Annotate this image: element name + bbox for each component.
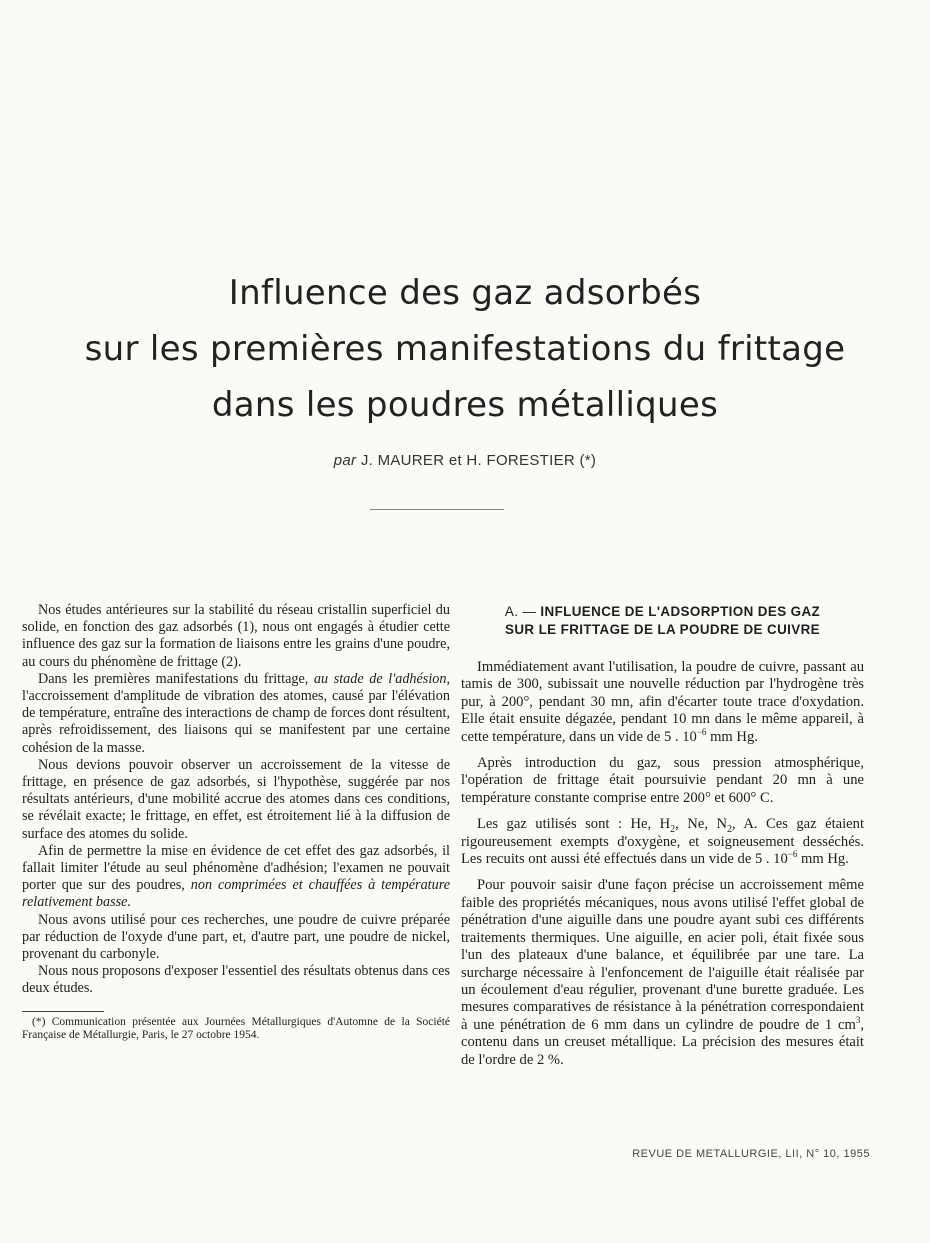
intro-paragraph-4 (22, 843, 450, 912)
footnote (22, 1016, 450, 1042)
footnote-text: (*) Communication présentée aux Journées Métallurgiques d'Automne de la Société Française de Métallurgie, Paris, le 27 octobre 1954. (22, 1015, 450, 1041)
author-names: J. MAURER et H. FORESTIER (*) (360, 452, 597, 469)
p1-exponent: −6 (696, 726, 707, 737)
footnote-rule (22, 1011, 104, 1012)
p1-text-b: mm Hg. (706, 728, 758, 745)
p3-subscript-n2: 2 (727, 824, 732, 836)
p3-subscript-h2: 2 (670, 824, 676, 836)
intro-paragraph-2 (22, 671, 450, 757)
running-footer: REVUE DE METALLURGIE, LII, N° 10, 1955 (632, 1148, 870, 1160)
section-heading (461, 603, 864, 639)
p4-text-a: Afin de permettre la mise en évidence de cet effet des gaz adsorbés, il fallait limiter l'étude au seul phénomène d'adhésion; l'examen ne pouvait porter que sur des poudres, (22, 842, 450, 894)
section-heading-text-1: INFLUENCE DE L'ADSORPTION DES GAZ (540, 604, 821, 619)
title-divider (370, 509, 504, 510)
p3-text-d: mm Hg. (797, 851, 849, 868)
p4r-text-a: Pour pouvoir saisir d'une façon précise un accroissement même faible des propriétés mécaniques, nous avons utilisé l'effet global de pénétration d'une aiguille dans une poudre ayant subi ces différents traitements thermiques. Une aiguille, en acier poli, était fixée sous l'un des plateaux d'une balance, et équilibrée par une tare. La surcharge nécessaire à l'enfoncement de l'aiguille était réalisée par un écoulement d'eau régulier, provenant d'une burette graduée. Les mesures comparatives de résistance à la pénétration correspondaient à une pénétration de 6 mm dans un cylindre de poudre de 1 cm (461, 877, 864, 1033)
p3-text-c: , A. Ces gaz étaient rigoureusement exempts d'oxygène, et soigneusement desséchés. Les recuits ont aussi été effectués dans un vide de 5 . 10 (461, 816, 864, 868)
author-line (0, 452, 930, 469)
section-paragraph-2: Après introduction du gaz, sous pression atmosphérique, l'opération de frittage était poursuivie pendant 20 mn à une température constante comprise entre 200° et 600° C. (461, 755, 864, 806)
section-heading-line-1 (461, 603, 864, 621)
p3-exponent: −6 (787, 849, 798, 860)
p4r-text-b: , contenu dans un creuset métallique. La précision des mesures était de l'ordre de 2 %. (461, 1016, 864, 1068)
p2-text-a: Dans les premières manifestations du frittage, (38, 670, 309, 687)
p2-text-b: l'accroissement d'amplitude de vibration des atomes, causé par l'élévation de température, entraîne des interactions de champ de forces dont résultent, après refroidissement, des liaisons qui se manifestent par une certaine cohésion de la masse. (22, 688, 450, 756)
right-column (461, 603, 864, 1078)
p3-text-b: , Ne, N (675, 816, 727, 833)
p1-text-a: Immédiatement avant l'utilisation, la poudre de cuivre, passant au tamis de 300, subissait une nouvelle réduction par l'hydrogène très pur, à 200°, pendant 30 mn, afin d'écarter toute trace d'oxydation. Elle était ensuite dégazée, pendant 10 mn dans le même appareil, à cette température, dans un vide de 5 . 10 (461, 659, 864, 745)
section-paragraph-4 (461, 877, 864, 1068)
title-line-2: sur les premières manifestations du frittage (84, 329, 846, 369)
left-column (22, 602, 450, 1042)
intro-paragraph-6: Nous nous proposons d'exposer l'essentiel des résultats obtenus dans ces deux études. (22, 963, 450, 997)
intro-paragraph-1: Nos études antérieures sur la stabilité du réseau cristallin superficiel du solide, en fonction des gaz adsorbés (1), nous ont engagés à étudier cette influence des gaz sur la formation de liaisons entre les grains d'une poudre, au cours du phénomène de frittage (2). (22, 602, 450, 670)
section-letter: A. — (504, 604, 537, 619)
article-title (0, 265, 930, 433)
intro-paragraph-5: Nous avons utilisé pour ces recherches, une poudre de cuivre préparée par réduction de l'oxyde d'une part, et, d'autre part, une poudre de nickel, provenant du carbonyle. (22, 911, 450, 963)
section-paragraph-3 (461, 816, 864, 868)
p4-italic: non comprimées et chauffées à température relativement basse. (22, 877, 451, 911)
author-prefix: par (333, 452, 357, 469)
section-heading-line-2: SUR LE FRITTAGE DE LA POUDRE DE CUIVRE (504, 622, 821, 637)
title-line-3: dans les poudres métalliques (211, 385, 719, 425)
p2-italic: au stade de l'adhésion, (313, 670, 451, 687)
section-paragraph-1 (461, 659, 864, 746)
p4r-exponent: 3 (855, 1014, 861, 1025)
p3-text-a: Les gaz utilisés sont : He, H (477, 816, 671, 833)
intro-paragraph-3: Nous devions pouvoir observer un accroissement de la vitesse de frittage, en présence de gaz adsorbés, si l'hypothèse, suggérée par nos résultats antérieurs, d'une mobilité accrue des atomes dans ces conditions, se révélait exacte; le frittage, en effet, est étroitement lié à la diffusion de surface des atomes du solide. (22, 756, 450, 842)
title-line-1: Influence des gaz adsorbés (228, 273, 702, 313)
